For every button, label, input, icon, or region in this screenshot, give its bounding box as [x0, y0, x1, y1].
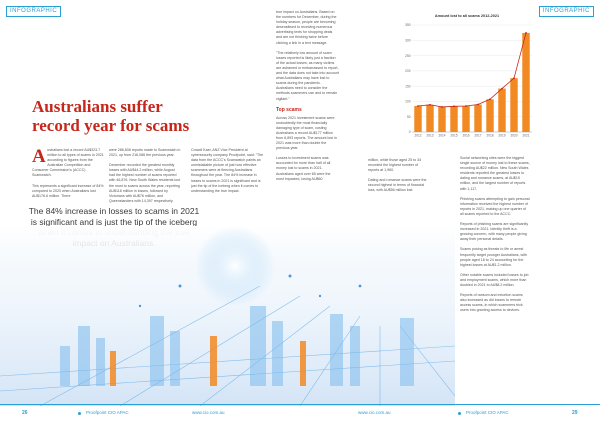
- chart-y-tick-label: 350: [405, 23, 411, 28]
- paragraph: This represents a significant increase of 84% compared to 2020 when Australians lost AU$176.6 million. There: [32, 183, 104, 198]
- chart-x-tick-label: 2021: [522, 133, 530, 138]
- article-column-2: [191, 148, 264, 223]
- chart-y-tick-label: 250: [405, 53, 411, 58]
- chart-y-tick-label: 200: [405, 69, 411, 74]
- chart-bar: [462, 106, 469, 132]
- chart-y-tick-label: 50: [406, 114, 411, 119]
- chart-x-tick-label: 2014: [438, 133, 446, 138]
- paragraph: Reports of ransom and extortion scams also increased as did losses to remote access scams, in which scammers trick users into granting access to devices.: [460, 293, 523, 313]
- url-right: www.cio.com.au: [358, 410, 391, 415]
- page-number-left: 26: [22, 410, 28, 416]
- pull-quote: The 84% increase in losses to scams in 2021 is significant and is just the tip of the iceberg: [28, 206, 200, 227]
- chart-y-tick-label: 100: [405, 99, 411, 104]
- chart-bar: [414, 106, 421, 132]
- chart-bar: [474, 104, 481, 132]
- chart-y-tick-label: 150: [405, 84, 411, 89]
- section-tag-left: INFOGRAPHIC: [6, 6, 61, 17]
- paragraph: million, while those aged 25 to 34 recorded the highest number of reports at 1,960.: [368, 158, 422, 173]
- chart-point: [501, 88, 503, 90]
- subheading-top-scams: Top scams: [276, 106, 302, 113]
- chart-point: [429, 104, 431, 106]
- chart-x-tick-label: 2020: [510, 133, 518, 138]
- paragraph: Social networking sites were the biggest single source of money lost to these scams, recording AU$22 million. New South Wales residents reported the greatest losses to dating and romance scams, at AU$15 million, and the largest number of reports with 1,117.: [460, 156, 530, 191]
- page-number-right: 29: [572, 410, 578, 416]
- scam-losses-chart: [398, 12, 536, 144]
- chart-x-tick-label: 2012: [414, 133, 422, 138]
- chart-bar: [498, 89, 505, 132]
- cyber-illustration-svg: [0, 226, 455, 406]
- chart-point: [477, 104, 479, 106]
- chart-y-tick-label: 300: [405, 38, 411, 43]
- chart-bar: [450, 106, 457, 132]
- publication-right: Proofpoint CIO APAC: [466, 410, 509, 415]
- url-left: www.cio.com.au: [192, 410, 225, 415]
- paragraph: Scams posing as threats to life or arrest frequently target younger Australians, with people aged 18 to 24 accounting for the highest losses at AU$1.2 million.: [460, 247, 527, 267]
- chart-trend-line: [418, 33, 526, 107]
- paragraph: Dating and romance scams were the second highest in terms of financial loss, with AU$56 million lost.: [368, 178, 427, 193]
- article-column-3: [276, 10, 339, 232]
- intro-paragraph: ustralians lost a record AU$323.7 million to all types of scams in 2021 according to figures from the Australian Competition and Consumer Commission's (ACCC) Scamwatch.: [32, 148, 104, 178]
- paragraph: Other notable scams included losses to job and employment scams, which more than doubled in 2021 to AU$8.2 million.: [460, 272, 529, 287]
- paragraph: "The relatively low amount of scam losses reported is likely just a fraction of the actual losses, as many victims are ashamed or embarrassed to report, and the data does not take into account what Australians may have lost to scams during the pandemic. Australians need to consider the methods scammers use and to remain vigilant.": [276, 50, 339, 101]
- article-column-1: [32, 148, 104, 203]
- footer-dot: [458, 412, 461, 415]
- article-column-5: [460, 156, 530, 382]
- paragraph: Across 2021 investment scams were undoubtedly the most financially damaging type of scam, costing Australians a record AU$177 million from 6,893 reports. The amount lost in 2021 was more than double the previous year.: [276, 115, 337, 151]
- chart-point: [525, 32, 527, 34]
- footer-rule: [0, 404, 600, 405]
- chart-bar: [426, 105, 433, 132]
- chart-x-tick-label: 2018: [486, 133, 494, 138]
- cyber-illustration: [0, 226, 455, 406]
- article-title: Australians suffer record year for scams: [32, 97, 190, 135]
- paragraph: Phishing scams attempting to gain personal information received the highest number of reports in 2021, making up one quarter of all scams reported to the ACCC.: [460, 196, 530, 216]
- article-column-1b: [109, 148, 181, 203]
- paragraph: Crowdi Kaer, ANZ Vice President at cybersecurity company Proofpoint, said: "The data from the ACCC's Scamwatch paints an unmistakable picture of just how effective scammers were at fleecing Australians throughout the year. The 84% increase in losses to scams in 2021 is significant and is just the tip of the iceberg when it comes to understanding the true impact.: [191, 148, 264, 193]
- section-tag-right: INFOGRAPHIC: [539, 6, 594, 17]
- chart-bar: [486, 99, 493, 132]
- chart-canvas: [398, 19, 536, 144]
- chart-point: [441, 106, 443, 108]
- chart-title: Amount lost to all scams 2012-2021: [434, 14, 500, 18]
- chart-x-tick-label: 2017: [474, 133, 482, 138]
- chart-point: [513, 77, 515, 79]
- chart-point: [417, 105, 419, 107]
- chart-x-tick-label: 2016: [462, 133, 470, 138]
- chart-bar: [438, 107, 445, 132]
- chart-x-tick-label: 2015: [450, 133, 458, 138]
- paragraph: December recorded the greatest monthly losses with AU$44.2 million, while August had the highest number of scams reported with 46,876. New South Wales residents lost the most to scams across the year, reporting AU$118 million in losses, followed by Victorians with AU$76 million, and Queenslanders with 14,397 respectively.: [109, 163, 180, 203]
- page-footer: [0, 404, 600, 424]
- paragraph: Losses to investment scams was accounted for more than half of all money lost to scams in 2021. Australians aged over 65 were the most impacted, losing AU$60: [276, 156, 331, 181]
- chart-point: [453, 105, 455, 107]
- chart-x-tick-label: 2013: [426, 133, 434, 138]
- paragraph: were 286,608 reports made to Scamwatch in 2021, up from 216,086 the previous year.: [109, 148, 181, 158]
- article-column-4: [368, 158, 428, 200]
- chart-x-tick-label: 2019: [498, 133, 506, 138]
- chart-y-tick-label: 0: [408, 130, 411, 135]
- footer-dot: [78, 412, 81, 415]
- chart-bar: [522, 33, 529, 132]
- chart-bar: [510, 78, 517, 132]
- publication-left: Proofpoint CIO APAC: [86, 410, 129, 415]
- paragraph: true impact on Australians. Based on the numbers for December, during the holiday season, people are becoming desensitised to receiving numerous advertising texts for shopping deals and are not thinking twice before clicking a link in a text message.: [276, 10, 337, 45]
- drop-cap: A: [32, 148, 46, 167]
- chart-point: [465, 105, 467, 107]
- chart-point: [489, 98, 491, 100]
- paragraph: Reports of phishing scams are significantly increased in 2021. Identity theft is a growing concern, with many people giving away their personal details.: [460, 222, 529, 242]
